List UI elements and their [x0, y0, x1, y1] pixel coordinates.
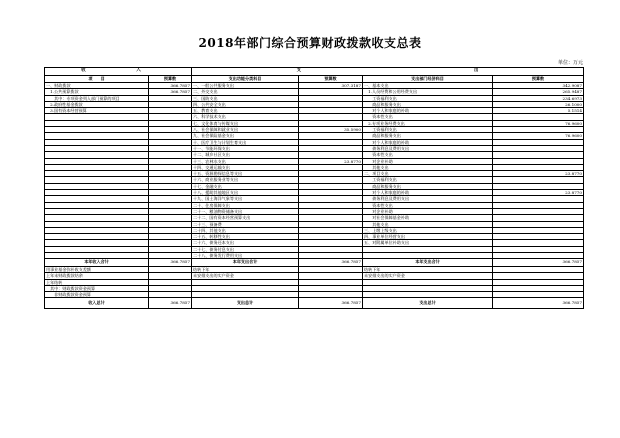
budget-table — [44, 67, 584, 309]
econ-budget-cell: 234.6973 — [493, 95, 584, 101]
income-item-cell: 其中：财政拨款资金预算 — [45, 285, 149, 291]
func-budget-cell: 23.8770 — [299, 158, 363, 164]
income-item-cell: 非财政拨款资金预算 — [45, 292, 149, 298]
expense-group-header-right: 出 — [474, 68, 479, 73]
econ-item-cell: 资本性支出 — [363, 114, 493, 120]
page-title: 2018年部门综合预算财政拨款收支总表 — [198, 36, 422, 50]
income-item-cell: 上年结转 — [45, 279, 149, 285]
income-total-label: 本年收入合计 — [45, 259, 149, 267]
econ-total-value: 366.7857 — [493, 259, 584, 267]
econ-total-value: 366.7857 — [493, 298, 584, 309]
income-total-value: 366.7857 — [149, 298, 192, 309]
func-item-cell: 十六、商业服务业等支出 — [192, 177, 299, 183]
econ-item-cell: 对企业补助 — [363, 158, 493, 164]
func-item-cell: 二十八、债务发行费用支出 — [192, 253, 299, 259]
func-item-cell: 十八、援助其他地区支出 — [192, 190, 299, 196]
econ-item-cell: 二、项目支出 — [363, 171, 493, 177]
income-item-cell: 上年末财政拨款结余 — [45, 273, 149, 279]
func-item-cell: 九、社会保险基金支出 — [192, 133, 299, 139]
col-header-budget-2: 预算数 — [299, 75, 363, 82]
func-item-cell: 二十、住房保障支出 — [192, 202, 299, 208]
func-item-cell: 四、公共安全支出 — [192, 101, 299, 107]
func-item-cell: 二十一、粮油物资储备支出 — [192, 208, 299, 214]
income-budget-cell: 366.7857 — [149, 83, 192, 89]
col-header-budget-3: 预算数 — [493, 75, 584, 82]
econ-item-cell: 1.人员经费和公用经费支出 — [363, 89, 493, 95]
econ-budget-cell: 76.9600 — [493, 120, 584, 126]
econ-item-cell: 对社会保障基金补助 — [363, 215, 493, 221]
income-item-cell: 其中：专项资金列入部门预算的项目 — [45, 95, 149, 101]
col-header-budget: 预算数 — [149, 75, 192, 82]
econ-item-cell: 四、事业单位经营支出 — [363, 234, 493, 240]
income-total-label: 收入总计 — [45, 298, 149, 309]
func-total-label: 本年支出合计 — [192, 259, 299, 267]
income-item-cell: 一、财政拨款 — [45, 83, 149, 89]
col-header-econ: 支出部门经济科目 — [363, 75, 493, 82]
func-item-cell: 十二、城乡社区支出 — [192, 152, 299, 158]
income-total-value: 366.7857 — [149, 259, 192, 267]
func-item-cell: 二十四、其他支出 — [192, 227, 299, 233]
func-budget-cell: 307.3187 — [299, 83, 363, 89]
econ-item-cell: 债务利息及费用支出 — [363, 196, 493, 202]
econ-item-cell: 资本性支出 — [363, 202, 493, 208]
func-item-cell: 八、社会保障和就业支出 — [192, 127, 299, 133]
econ-budget-cell: 23.8770 — [493, 171, 584, 177]
totals-row — [45, 259, 584, 267]
econ-item-cell: 2.专项业务经费支出 — [363, 120, 493, 126]
func-item-cell: 十九、国土海洋气象等支出 — [192, 196, 299, 202]
econ-item-cell: 五、对附属单位补助支出 — [363, 240, 493, 246]
func-budget-cell: 35.5900 — [299, 127, 363, 133]
econ-budget-cell: 265.9487 — [493, 89, 584, 95]
econ-item-cell: 工资福利支出 — [363, 95, 493, 101]
func-total-value: 366.7857 — [299, 298, 363, 309]
col-header-func: 支出功能分类科目 — [192, 75, 299, 82]
func-item-cell: 十五、资源勘探信息等支出 — [192, 171, 299, 177]
econ-item-cell: 结转下年 — [363, 266, 493, 272]
econ-item-cell: 商品和服务支出 — [363, 101, 493, 107]
expense-group-header-left: 支 — [296, 68, 301, 73]
header-row-group — [45, 68, 584, 76]
func-total-value: 366.7857 — [299, 259, 363, 267]
econ-item-cell: 资本性支出 — [363, 152, 493, 158]
econ-item-cell: 债务利息及费用支出 — [363, 145, 493, 151]
col-header-item: 项 目 — [45, 75, 149, 82]
func-item-cell: 七、文化体育与传媒支出 — [192, 120, 299, 126]
func-total-label: 支出总计 — [192, 298, 299, 309]
func-item-cell: 十、医疗卫生与计划生育支出 — [192, 139, 299, 145]
income-group-header: 收 入 — [45, 68, 192, 76]
econ-budget-cell: 23.8770 — [493, 190, 584, 196]
econ-total-label: 支出总计 — [363, 298, 493, 309]
func-item-cell: 二十六、债务还本支出 — [192, 240, 299, 246]
func-item-cell: 结转下年 — [192, 266, 299, 272]
econ-item-cell: 对个人和家庭的补助 — [363, 139, 493, 145]
econ-item-cell: 对企业补助 — [363, 208, 493, 214]
func-item-cell: 十一、节能环保支出 — [192, 145, 299, 151]
func-item-cell: 十三、农林水支出 — [192, 158, 299, 164]
econ-item-cell: 对个人和家庭的补助 — [363, 190, 493, 196]
unit-label: 单位：万元 — [558, 60, 584, 66]
econ-item-cell: 商品和服务支出 — [363, 183, 493, 189]
income-item-cell: 2.政府性基金拨款 — [45, 101, 149, 107]
income-item-cell: 3.国有资本经营预算 — [45, 108, 149, 114]
income-budget-cell: 366.7857 — [149, 89, 192, 95]
func-item-cell: 五、教育支出 — [192, 108, 299, 114]
grand-total-row — [45, 298, 584, 309]
econ-item-cell: 其他支出 — [363, 164, 493, 170]
func-item-cell: 未安排支出的实户资金 — [192, 273, 299, 279]
econ-item-cell: 三、上缴上级支出 — [363, 227, 493, 233]
econ-item-cell: 工资福利支出 — [363, 127, 493, 133]
func-item-cell: 三、国防支出 — [192, 95, 299, 101]
func-item-cell: 二十七、债务付息支出 — [192, 246, 299, 252]
econ-item-cell: 对个人和家庭的补助 — [363, 108, 493, 114]
econ-item-cell: 商品和服务支出 — [363, 133, 493, 139]
econ-budget-cell: 26.1000 — [493, 101, 584, 107]
func-item-cell: 二十三、预备费 — [192, 221, 299, 227]
func-item-cell: 六、科学技术支出 — [192, 114, 299, 120]
func-item-cell: 一、一般公共服务支出 — [192, 83, 299, 89]
econ-total-label: 本年支出合计 — [363, 259, 493, 267]
income-item-cell: 1.公共预算拨款 — [45, 89, 149, 95]
expense-group-header — [192, 68, 584, 76]
econ-item-cell: 其他支出 — [363, 221, 493, 227]
econ-budget-cell: 342.9087 — [493, 83, 584, 89]
func-item-cell: 二、外交支出 — [192, 89, 299, 95]
econ-budget-cell: 5.1514 — [493, 108, 584, 114]
func-item-cell: 二十二、国有资本经营预算支出 — [192, 215, 299, 221]
econ-item-cell: 一、基本支出 — [363, 83, 493, 89]
func-item-cell: 二十五、转移性支出 — [192, 234, 299, 240]
econ-budget-cell: 76.9600 — [493, 133, 584, 139]
func-item-cell: 十四、交通运输支出 — [192, 164, 299, 170]
econ-item-cell: 工资福利支出 — [363, 177, 493, 183]
econ-item-cell: 未安排支出的实户资金 — [363, 273, 493, 279]
income-item-cell: 用事业基金弥补收支差额 — [45, 266, 149, 272]
func-item-cell: 十七、金融支出 — [192, 183, 299, 189]
header-row-columns — [45, 75, 584, 82]
